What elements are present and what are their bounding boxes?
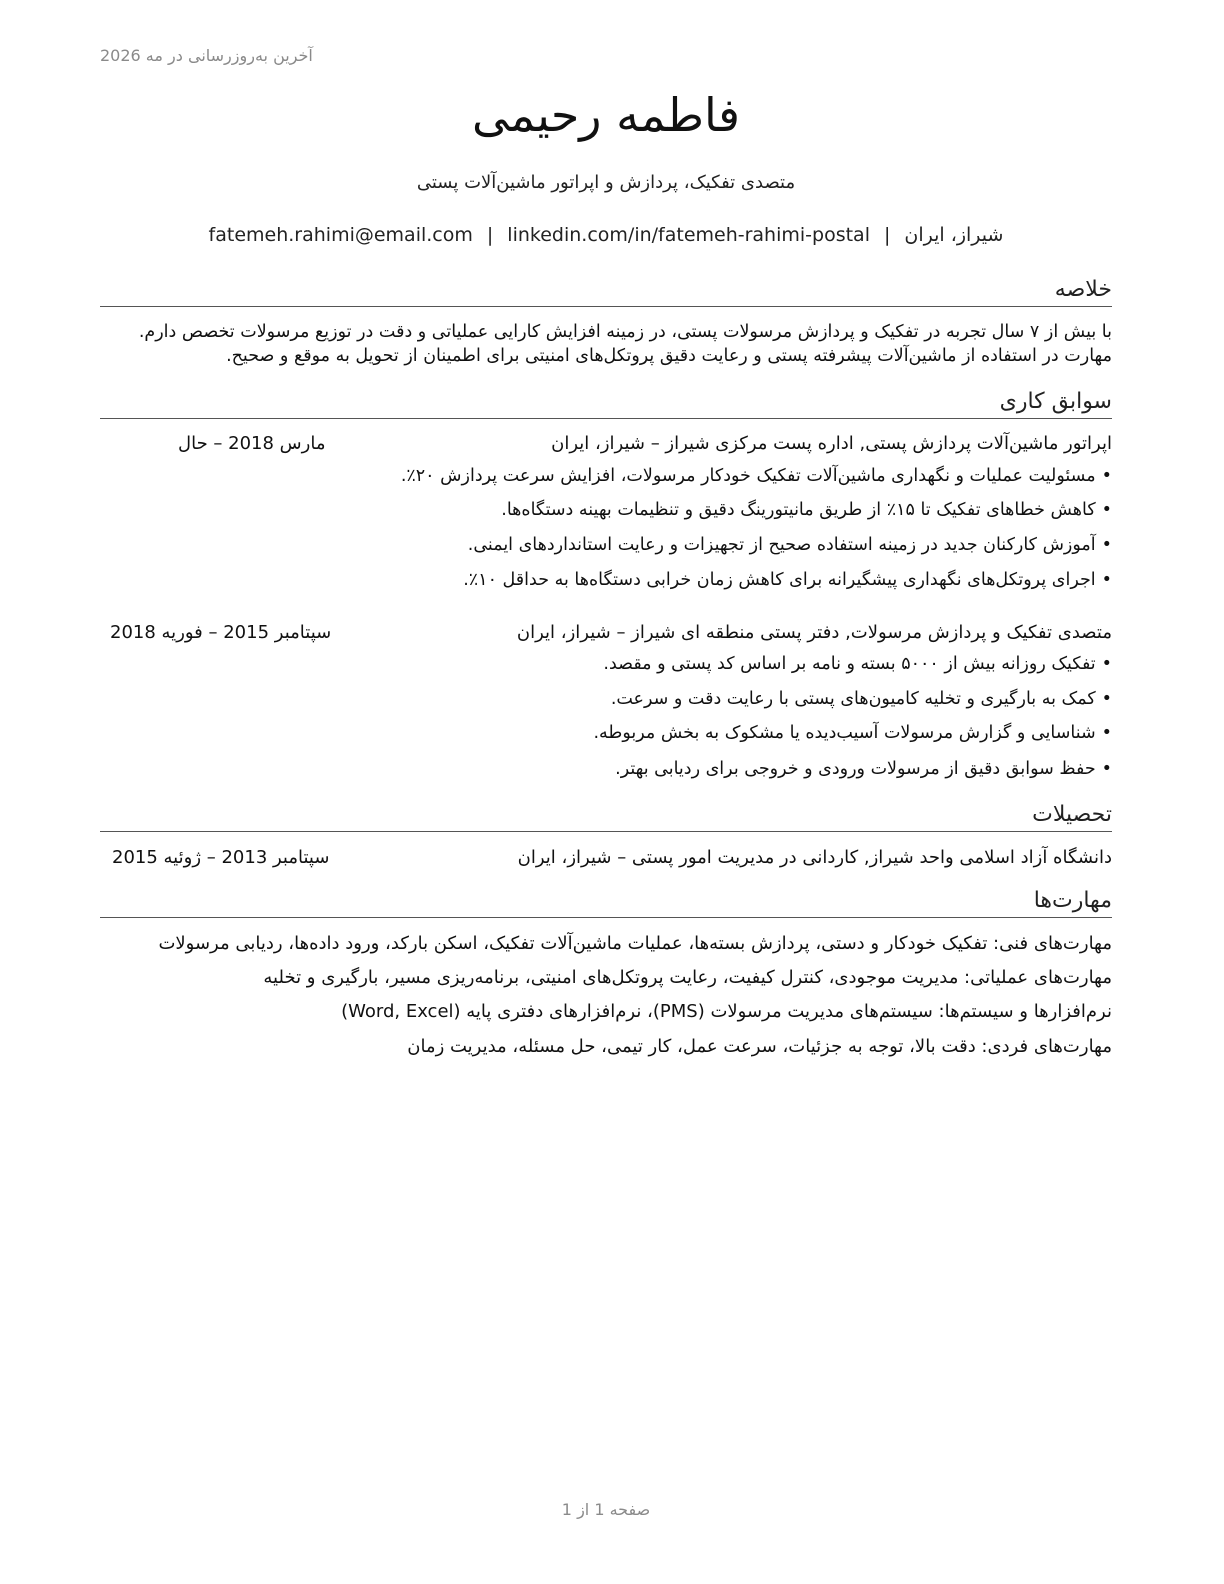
summary-text (94, 320, 1112, 368)
job-bullet: • شناسایی و گزارش مرسولات آسیب‌دیده یا مشکوک به بخش مربوطه. (593, 721, 1112, 745)
summary-line: مهارت در استفاده از ماشین‌آلات پیشرفته پستی و رعایت دقیق پروتکل‌های امنیتی برای اطمینان از تحویل به موقع و صحیح. (226, 346, 1112, 366)
page-number: صفحه 1 از 1 (561, 1500, 651, 1519)
last-updated: آخرین به‌روزرسانی در مه 2026 (100, 46, 313, 65)
job-dates: مارس 2018 – حال (178, 433, 326, 454)
job-bullet: • کمک به بارگیری و تخلیه کامیون‌های پستی با رعایت دقت و سرعت. (611, 687, 1112, 711)
education-heading: دانشگاه آزاد اسلامی واحد شیراز, کاردانی در مدیریت امور پستی – شیراز، ایران (517, 847, 1112, 868)
job-bullet: • اجرای پروتکل‌های نگهداری پیشگیرانه برای کاهش زمان خرابی دستگاه‌ها به حداقل ۱۰٪. (463, 568, 1112, 592)
section-title-experience: سوابق کاری (100, 388, 1112, 419)
resume-page (100, 0, 1112, 1584)
education-dates: سپتامبر 2013 – ژوئیه 2015 (112, 847, 330, 868)
job-dates: سپتامبر 2015 – فوریه 2018 (110, 622, 332, 643)
job-bullet: • مسئولیت عملیات و نگهداری ماشین‌آلات تفکیک خودکار مرسولات، افزایش سرعت پردازش ۲۰٪. (401, 464, 1112, 488)
contact-location: شیراز، ایران (904, 224, 1004, 246)
contact-separator: | (883, 224, 891, 246)
contact-line (100, 224, 1112, 246)
skills-line: مهارت‌های فنی: تفکیک خودکار و دستی، پردازش بسته‌ها، عملیات ماشین‌آلات تفکیک، اسکن بارکد، ورود داده‌ها، ردیابی مرسولات (158, 933, 1112, 954)
candidate-title: متصدی تفکیک، پردازش و اپراتور ماشین‌آلات پستی (416, 172, 796, 193)
job-bullet: • حفظ سوابق دقیق از مرسولات ورودی و خروجی برای ردیابی بهتر. (615, 757, 1112, 781)
job-bullet: • تفکیک روزانه بیش از ۵۰۰۰ بسته و نامه بر اساس کد پستی و مقصد. (603, 652, 1112, 676)
job-bullet: • کاهش خطاهای تفکیک تا ۱۵٪ از طریق مانیتورینگ دقیق و تنظیمات بهینه دستگاه‌ها. (501, 498, 1112, 522)
section-title-education: تحصیلات (100, 801, 1112, 832)
contact-linkedin[interactable]: linkedin.com/in/fatemeh-rahimi-postal (507, 224, 870, 246)
candidate-name: فاطمه رحیمی (472, 88, 740, 142)
contact-email[interactable]: fatemeh.rahimi@email.com (208, 224, 473, 246)
summary-line: با بیش از ۷ سال تجربه در تفکیک و پردازش مرسولات پستی، در زمینه افزایش کارایی عملیاتی و دقت در توزیع مرسولات تخصص دارم. (138, 322, 1112, 342)
skills-line: نرم‌افزارها و سیستم‌ها: سیستم‌های مدیریت مرسولات (PMS)، نرم‌افزارهای دفتری پایه (Word, Excel) (341, 1001, 1112, 1022)
section-title-skills: مهارت‌ها (100, 887, 1112, 918)
job-bullet: • آموزش کارکنان جدید در زمینه استفاده صحیح از تجهیزات و رعایت استانداردهای ایمنی. (468, 533, 1112, 557)
job-heading: اپراتور ماشین‌آلات پردازش پستی, اداره پست مرکزی شیراز – شیراز، ایران (551, 433, 1112, 454)
skills-line: مهارت‌های عملیاتی: مدیریت موجودی، کنترل کیفیت، رعایت پروتکل‌های امنیتی، برنامه‌ریزی مسیر، بارگیری و تخلیه (263, 967, 1112, 988)
section-title-summary: خلاصه (100, 276, 1112, 307)
contact-separator: | (486, 224, 494, 246)
skills-line: مهارت‌های فردی: دقت بالا، توجه به جزئیات، سرعت عمل، کار تیمی، حل مسئله، مدیریت زمان (407, 1036, 1112, 1057)
job-heading: متصدی تفکیک و پردازش مرسولات, دفتر پستی منطقه ای شیراز – شیراز، ایران (516, 622, 1112, 643)
